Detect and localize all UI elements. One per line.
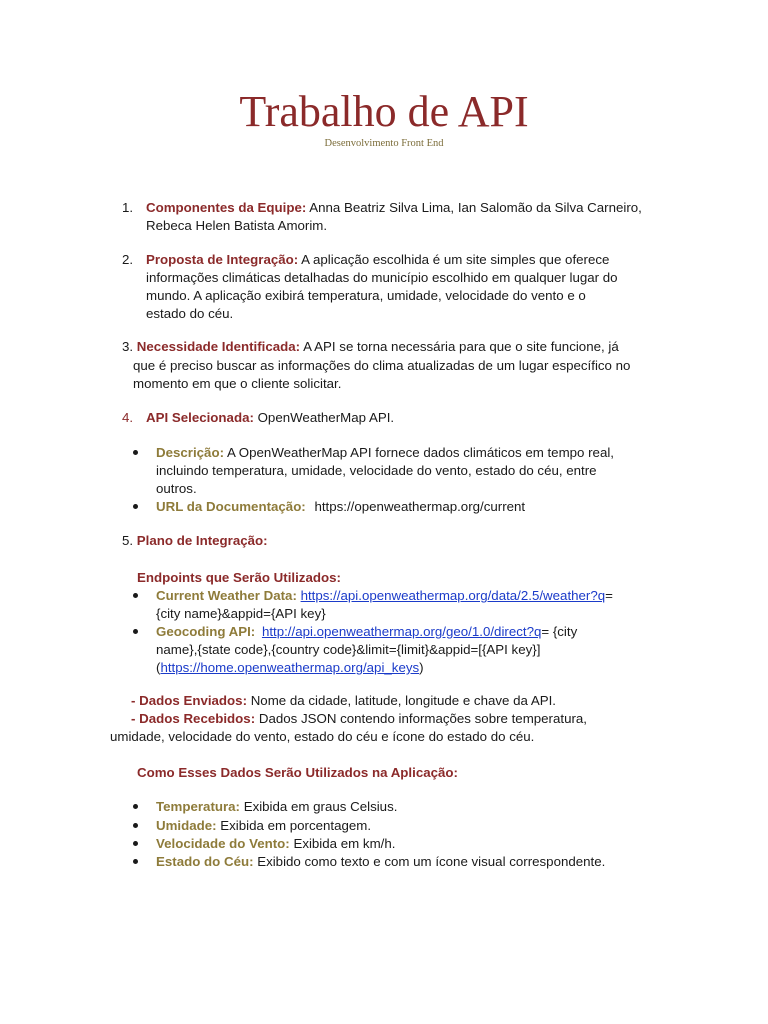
item-2-line-1 — [146, 251, 609, 269]
geocoding-close-paren: ) — [419, 660, 424, 675]
geocoding-link[interactable]: http://api.openweathermap.org/geo/1.0/direct?q — [261, 624, 542, 639]
item-3-text: A API se torna necessária para que o site funcione, já — [300, 339, 619, 354]
bullet-icon — [133, 629, 138, 634]
item-2-label: Proposta de Integração: — [146, 252, 299, 267]
usage-item — [156, 817, 371, 835]
item-4-line-1 — [146, 409, 394, 427]
doc-url-value: https://openweathermap.org/current — [314, 499, 526, 514]
usage-item-text: Exibida em graus Celsius. — [240, 799, 398, 814]
geocoding-open-paren: ( — [156, 660, 161, 675]
item-1-line-1 — [146, 199, 642, 217]
item-2-line-4: estado do céu. — [146, 306, 234, 321]
description-line-3: outros. — [156, 481, 197, 496]
geocoding-after: = {city — [541, 624, 578, 639]
usage-item-text: Exibida em porcentagem. — [216, 818, 372, 833]
bullet-icon — [133, 804, 138, 809]
item-3-line-3: momento em que o cliente solicitar. — [133, 376, 342, 391]
sent-data-label: - Dados Enviados: — [131, 693, 247, 708]
item-4-label: API Selecionada: — [146, 410, 254, 425]
usage-item — [156, 835, 395, 853]
item-1-number: 1. — [122, 200, 134, 215]
page-title: Trabalho de API — [239, 87, 529, 136]
usage-item-label: Estado do Céu: — [156, 854, 254, 869]
item-5-label: Plano de Integração: — [136, 533, 268, 548]
item-1-label: Componentes da Equipe: — [146, 200, 307, 215]
bullet-icon — [133, 859, 138, 864]
item-2-text: A aplicação escolhida é um site simples que oferece — [298, 252, 610, 267]
api-keys-link[interactable]: https://home.openweathermap.org/api_keys — [160, 660, 420, 675]
bullet-icon — [133, 450, 138, 455]
item-3-label: Necessidade Identificada: — [136, 339, 301, 354]
usage-item-text: Exibida em km/h. — [289, 836, 396, 851]
sent-data-line — [131, 692, 556, 710]
usage-item-label: Velocidade do Vento: — [156, 836, 290, 851]
usage-item — [156, 798, 397, 816]
item-1-line-2: Rebeca Helen Batista Amorim. — [146, 218, 328, 233]
endpoints-heading: Endpoints que Serão Utilizados: — [137, 570, 341, 585]
sent-data-text: Nome da cidade, latitude, longitude e chave da API. — [247, 693, 556, 708]
current-weather-after: = — [605, 588, 613, 603]
received-data-line-2: umidade, velocidade do vento, estado do céu e ícone do estado do céu. — [110, 729, 535, 744]
item-2-line-2: informações climáticas detalhadas do município escolhido em qualquer lugar do — [146, 270, 618, 285]
item-4-text: OpenWeatherMap API. — [253, 410, 395, 425]
doc-url-label: URL da Documentação: — [156, 499, 306, 514]
current-weather-label: Current Weather Data: — [156, 588, 297, 603]
description-line-1 — [156, 444, 614, 462]
received-data-text: Dados JSON contendo informações sobre temperatura, — [255, 711, 587, 726]
bullet-icon — [133, 841, 138, 846]
usage-item-label: Umidade: — [156, 818, 217, 833]
bullet-icon — [133, 823, 138, 828]
usage-item — [156, 853, 605, 871]
geocoding-line-1 — [156, 623, 577, 641]
item-3-number: 3. — [122, 339, 134, 354]
current-weather-line-2: {city name}&appid={API key} — [156, 606, 326, 621]
doc-url-line — [156, 498, 525, 516]
current-weather-line-1 — [156, 587, 613, 605]
item-1-text: Anna Beatriz Silva Lima, Ian Salomão da Silva Carneiro, — [306, 200, 642, 215]
description-line-2: incluindo temperatura, umidade, velocidade do vento, estado do céu, entre — [156, 463, 597, 478]
received-data-label: - Dados Recebidos: — [131, 711, 256, 726]
item-2-number: 2. — [122, 252, 134, 267]
bullet-icon — [133, 504, 138, 509]
item-4-number: 4. — [122, 410, 134, 425]
item-2-line-3: mundo. A aplicação exibirá temperatura, umidade, velocidade do vento e o — [146, 288, 586, 303]
usage-item-label: Temperatura: — [156, 799, 240, 814]
description-label: Descrição: — [156, 445, 224, 460]
page-subtitle: Desenvolvimento Front End — [324, 138, 444, 149]
item-3-line-1 — [122, 338, 619, 356]
item-3-line-2: que é preciso buscar as informações do clima atualizadas de um lugar específico no — [133, 358, 631, 373]
current-weather-link[interactable]: https://api.openweathermap.org/data/2.5/weather?q — [300, 588, 606, 603]
item-5-number: 5. — [122, 533, 134, 548]
bullet-icon — [133, 593, 138, 598]
received-data-line-1 — [131, 710, 587, 728]
geocoding-label: Geocoding API: — [156, 624, 256, 639]
geocoding-line-3 — [156, 659, 424, 677]
usage-item-text: Exibido como texto e com um ícone visual correspondente. — [253, 854, 606, 869]
item-5-line — [122, 532, 268, 550]
description-text: A OpenWeatherMap API fornece dados climáticos em tempo real, — [224, 445, 614, 460]
usage-heading: Como Esses Dados Serão Utilizados na Aplicação: — [137, 765, 458, 780]
geocoding-line-2: name},{state code},{country code}&limit={limit}&appid=[{API key}] — [156, 642, 541, 657]
